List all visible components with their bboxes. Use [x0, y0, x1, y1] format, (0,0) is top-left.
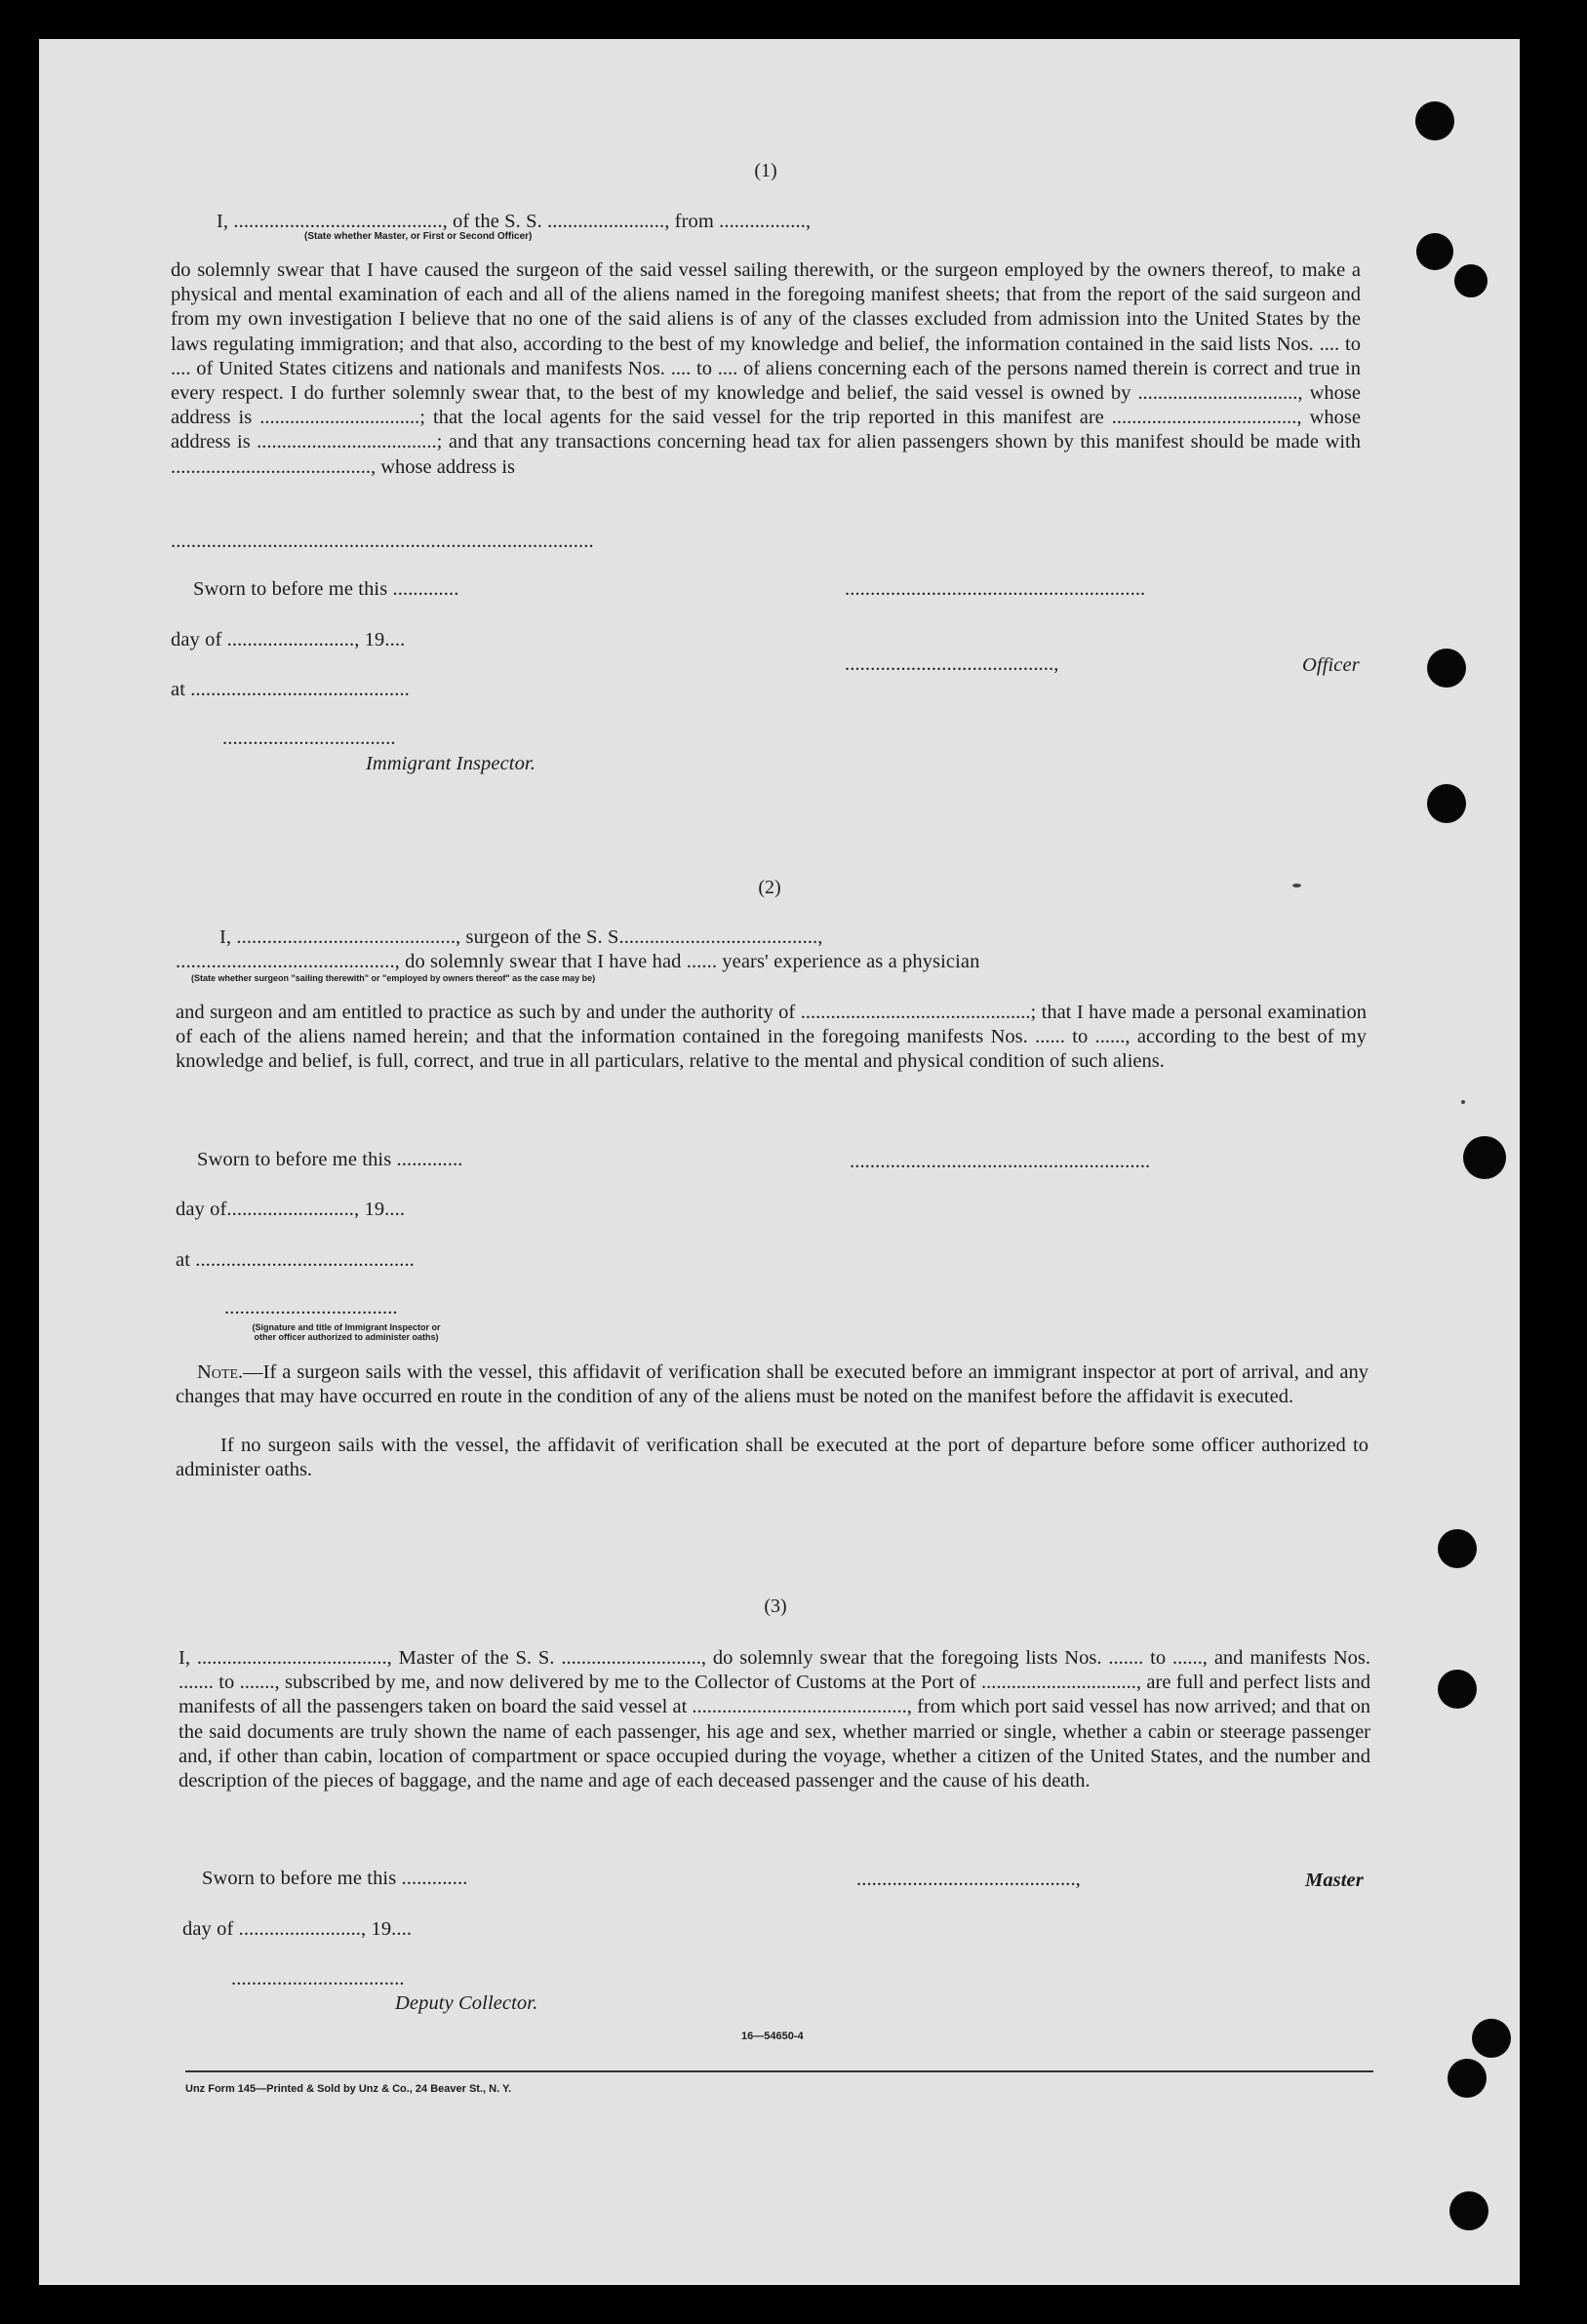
note-label: Note. [197, 1361, 244, 1383]
section-3-day-line: day of ........................, 19.... [182, 1918, 413, 1940]
note-text-2: If no surgeon sails with the vessel, the affidavit of verification shall be executed at the port of departure before some officer authorized to administer oaths. [176, 1435, 1369, 1481]
punch-hole [1415, 101, 1454, 140]
footer-rule [185, 2070, 1373, 2072]
form-code: 16—54650-4 [741, 2030, 804, 2042]
section-2-signature-line: .................................. [224, 1297, 398, 1319]
section-1-inspector-label: Immigrant Inspector. [366, 753, 536, 774]
section-2-sworn-line: Sworn to before me this ............. [197, 1149, 463, 1170]
section-2-number: (2) [758, 877, 781, 898]
punch-hole [1438, 1529, 1477, 1568]
punch-hole [1449, 2191, 1488, 2230]
section-1-declarant-line: I, ........................................., of the S. S. ......................., from ................., [217, 211, 812, 232]
section-3-number: (3) [764, 1595, 787, 1617]
punch-hole [1472, 2019, 1511, 2058]
section-2-signature-note: (Signature and title of Immigrant Inspector or other officer authorized to administer oaths) [252, 1322, 441, 1342]
section-1-declarant-note: (State whether Master, or First or Second Officer) [304, 231, 533, 242]
section-1-inspector-dots: .................................. [222, 728, 396, 749]
section-2-signature-dots: ........................................................... [850, 1151, 1151, 1172]
punch-hole [1463, 1136, 1506, 1179]
section-1-oath-paragraph: do solemnly swear that I have caused the surgeon of the said vessel sailing therewith, or the surgeon employed by the owners thereof, to make a physical and mental examination of each and all of the aliens named in the foregoing manifest sheets; that from the report of the said surgeon and from my own investigation I believe that no one of the said aliens is of any of the classes excluded from admission into the United States by the laws regulating immigration; and that also, according to the best of my knowledge and belief, the information contained in the said lists Nos. .... to .... of United States citizens and nationals and manifests Nos. .... to .... of aliens concerning each of the persons named therein is correct and true in every respect. I do further solemnly swear that, to the best of my knowledge and belief, the said vessel is owned by ................................, whose address is ................................; that the local agents for the said vessel for the trip reported in this manifest are ....................................., whose address is ....................................; and that any transactions concerning head tax for alien passengers shown by this manifest should be made with ........................................, whose address is [171, 259, 1361, 478]
punch-hole [1454, 264, 1488, 297]
section-2-surgeon-note: (State whether surgeon "sailing therewith" or "employed by owners thereof" as the case may be) [191, 973, 596, 983]
punch-hole [1448, 2059, 1487, 2098]
section-2-surgeon-line: I, ..........................................., surgeon of the S. S......................................., [219, 926, 823, 948]
section-2-at-line: at ........................................... [176, 1249, 415, 1271]
section-1-at-line: at ........................................... [171, 679, 410, 700]
section-2-day-line: day of........................., 19.... [176, 1199, 406, 1220]
section-3-collector-dots: .................................. [231, 1968, 405, 1989]
section-1-paragraph-tail: ................................................................................... [171, 531, 594, 552]
page-speck [1461, 1100, 1465, 1104]
section-3-master-dots: ..........................................., [856, 1869, 1081, 1890]
section-3-sworn-line: Sworn to before me this ............. [202, 1868, 468, 1889]
section-1-day-line: day of ........................., 19.... [171, 629, 406, 650]
section-1-officer-dots: ........................................., [845, 653, 1059, 675]
footer-printer: Unz Form 145—Printed & Sold by Unz & Co., 24 Beaver St., N. Y. [185, 2083, 512, 2095]
punch-hole [1427, 649, 1466, 688]
section-3-oath-paragraph: I, ......................................, Master of the S. S. ............................, do solemnly swear that the foregoing lists Nos. ....... to ......, and manifests Nos. ....... to ......., subscribed by me, and now delivered by me to the Collector of Customs at the Port of ..............................., are full and perfect lists and manifests of all the passengers taken on board the said vessel at ..........................................., from which port said vessel has now arrived; and that on the said documents are truly shown the name of each passenger, his age and sex, whether married or single, whether a cabin or steerage passenger and, if other than cabin, location of compartment or space occupied during the voyage, whether a citizen of the United States, and the number and description of the pieces of baggage, and the name and age of each deceased passenger and the cause of his death. [179, 1647, 1370, 1792]
section-3-collector-label: Deputy Collector. [395, 1992, 538, 2014]
section-2-note-paragraph [176, 1360, 1369, 1409]
section-1-officer-label: Officer [1302, 654, 1360, 676]
note-text: —If a surgeon sails with the vessel, this affidavit of verification shall be executed before an immigrant inspector at port of arrival, and any changes that may have occurred en route in the condition of any of the aliens must be noted on the manifest before the affidavit is executed. [176, 1361, 1369, 1408]
punch-hole [1416, 233, 1453, 270]
section-1-sworn-line: Sworn to before me this ............. [193, 578, 459, 600]
section-1-signature-dots: ........................................................... [845, 578, 1146, 600]
section-2-oath-paragraph: and surgeon and am entitled to practice as such by and under the authority of ..............................................; that I have made a personal examination of each of the aliens named herein; and that the information contained in the foregoing manifests Nos. ...... to ......, according to the best of my knowledge and belief, is full, correct, and true in all particulars, relative to the mental and physical condition of such aliens. [176, 1002, 1367, 1073]
section-2-experience-line: ..........................................., do solemnly swear that I have had ...... years' experience as a physician [176, 951, 980, 972]
section-3-master-label: Master [1305, 1870, 1364, 1891]
punch-hole [1438, 1670, 1477, 1709]
punch-hole [1427, 784, 1466, 823]
section-1-number: (1) [754, 160, 777, 181]
page-speck [1292, 884, 1301, 887]
section-2-note-paragraph-2 [176, 1434, 1369, 1482]
